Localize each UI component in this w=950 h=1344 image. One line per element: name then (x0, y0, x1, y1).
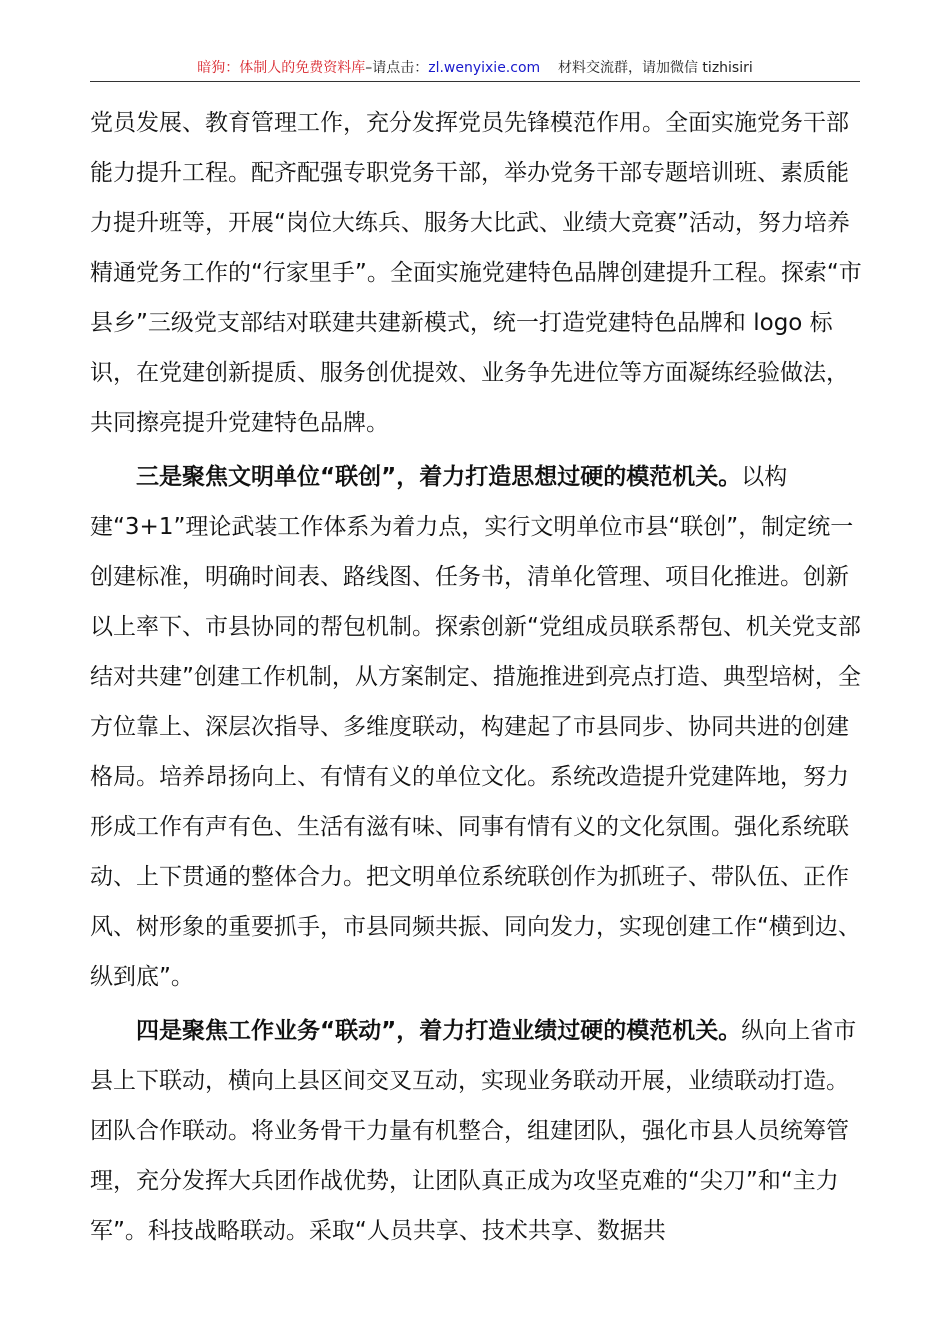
document-body (90, 98, 865, 1260)
paragraph-3-body: 纵向上省市县上下联动，横向上县区间交叉互动，实现业务联动开展，业绩联动打造。团队合作联动。将业务骨干力量有机整合，组建团队，强化市县人员统筹管理，充分发挥大兵团作战优势，让团队真正成为攻坚克难的“尖刀”和“主力军”。科技战略联动。采取“人员共享、技术共享、数据共 (90, 1018, 857, 1244)
paragraph-2 (90, 452, 865, 1002)
header-url-link[interactable]: zl.wenyixie.com (428, 60, 541, 76)
header-brand: 暗狗：体制人的免费资料库 (197, 60, 366, 76)
page-header (90, 58, 860, 82)
paragraph-2-body: 以构建“3+1”理论武装工作体系为着力点，实行文明单位市县“联创”，制定统一创建标准，明确时间表、路线图、任务书，清单化管理、项目化推进。创新以上率下、市县协同的帮包机制。探索创新“党组成员联系帮包、机关党支部结对共建”创建工作机制，从方案制定、措施推进到亮点打造、典型培树，全方位靠上、深层次指导、多维度联动，构建起了市县同步、协同共进的创建格局。培养昂扬向上、有情有义的单位文化。系统改造提升党建阵地，努力形成工作有声有色、生活有滋有味、同事有情有义的文化氛围。强化系统联动、上下贯通的整体合力。把文明单位系统联创作为抓班子、带队伍、正作风、树形象的重要抓手，市县同频共振、同向发力，实现创建工作“横到边、纵到底”。 (90, 464, 861, 990)
paragraph-1-body: 党员发展、教育管理工作，充分发挥党员先锋模范作用。全面实施党务干部能力提升工程。配齐配强专职党务干部，举办党务干部专题培训班、素质能力提升班等，开展“岗位大练兵、服务大比武、业绩大竞赛”活动，努力培养精通党务工作的“行家里手”。全面实施党建特色品牌创建提升工程。探索“市县乡”三级党支部结对联建共建新模式，统一打造党建特色品牌和 logo 标识，在党建创新提质、服务创优提效、业务争先进位等方面凝练经验做法，共同擦亮提升党建特色品牌。 (90, 110, 862, 436)
paragraph-3-heading: 四是聚焦工作业务“联动”，着力打造业绩过硬的模范机关。 (136, 1018, 742, 1044)
paragraph-2-heading: 三是聚焦文明单位“联创”，着力打造思想过硬的模范机关。 (136, 464, 742, 490)
paragraph-1 (90, 98, 865, 448)
paragraph-3 (90, 1006, 865, 1256)
header-divider (90, 81, 860, 82)
header-wechat-note: 材料交流群，请加微信 tizhisiri (557, 60, 753, 76)
header-click-prompt: –请点击： (365, 60, 429, 76)
